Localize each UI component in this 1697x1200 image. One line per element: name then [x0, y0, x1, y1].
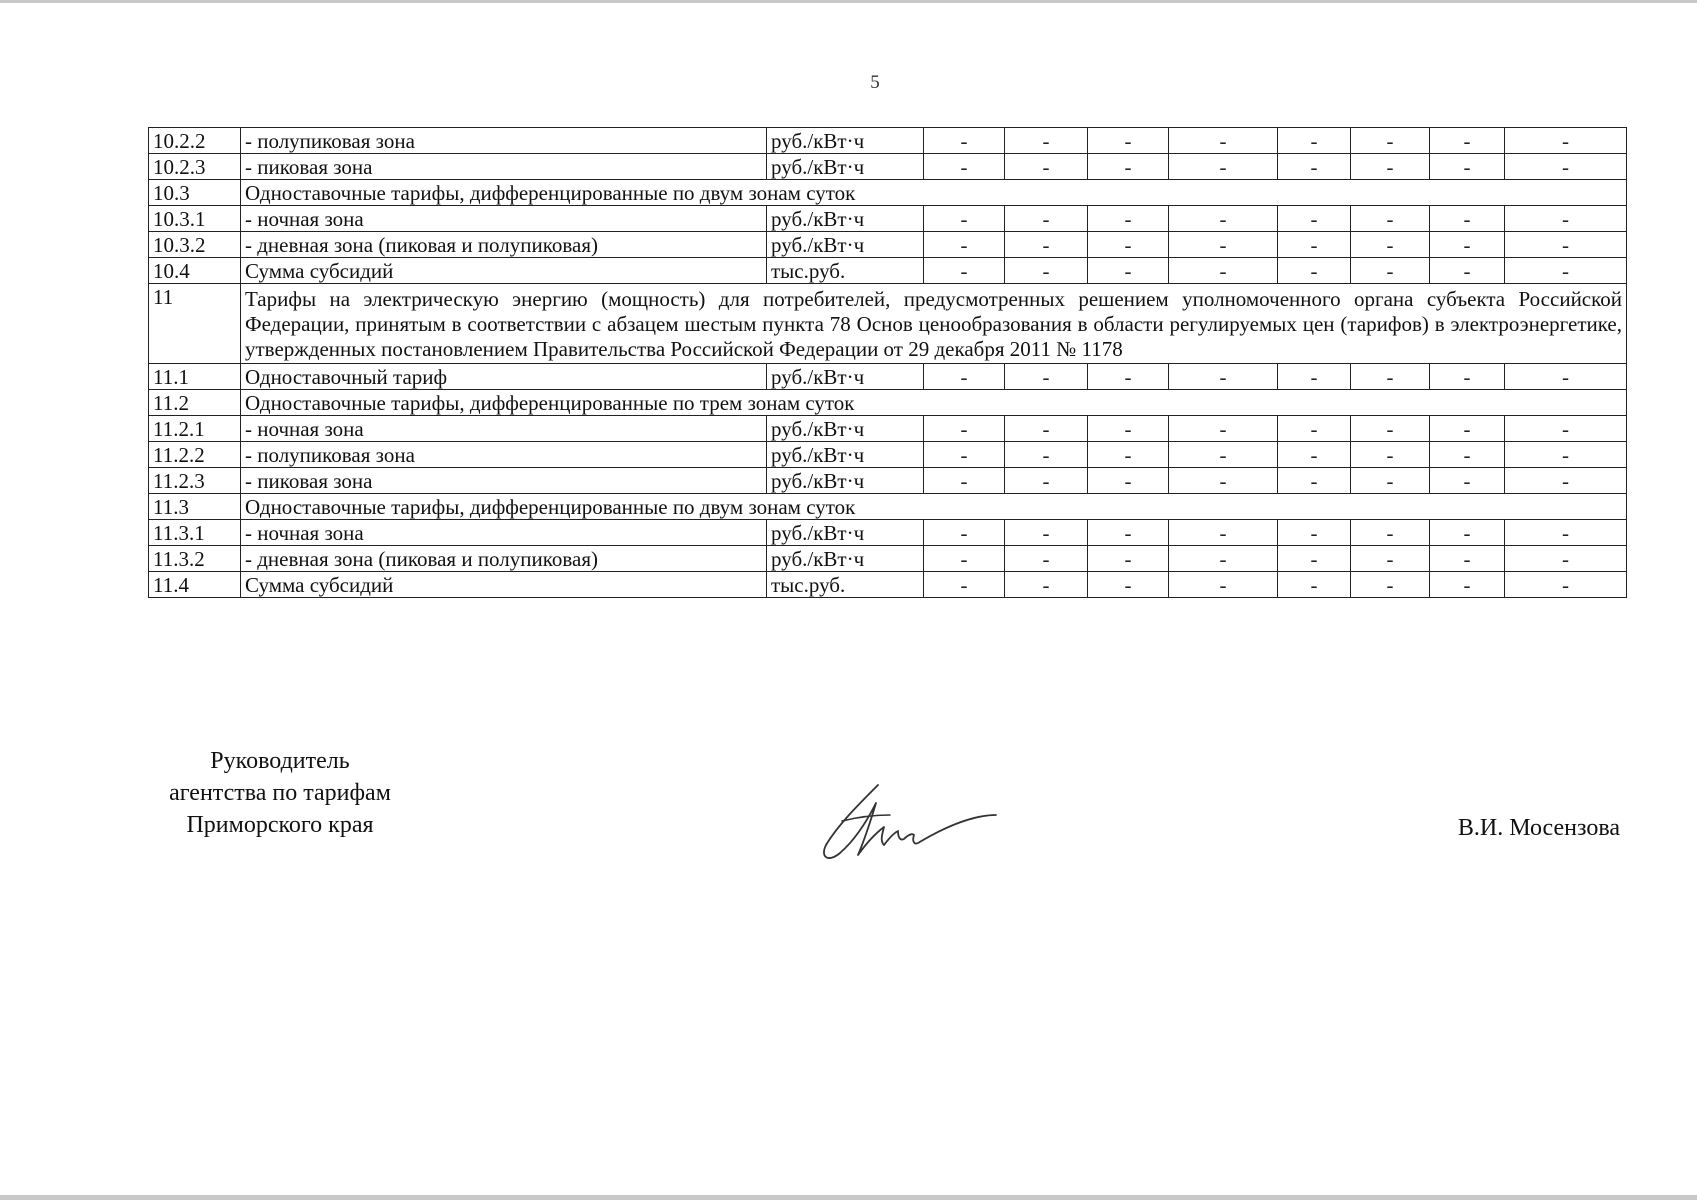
value-cell: -: [1430, 364, 1505, 390]
value-cell: -: [1088, 442, 1169, 468]
row-unit: руб./кВт·ч: [767, 468, 924, 494]
value-cell: -: [1088, 546, 1169, 572]
value-cell: -: [1351, 206, 1430, 232]
tariff-table: [148, 127, 1627, 598]
value-cell: -: [1088, 520, 1169, 546]
value-cell: -: [1278, 416, 1351, 442]
value-cell: -: [1278, 572, 1351, 598]
value-cell: -: [1005, 468, 1088, 494]
value-cell: -: [924, 546, 1005, 572]
value-cell: -: [1278, 468, 1351, 494]
value-cell: -: [924, 572, 1005, 598]
value-cell: -: [1005, 232, 1088, 258]
table-row: [149, 232, 1627, 258]
table-row: [149, 442, 1627, 468]
value-cell: -: [1169, 258, 1278, 284]
value-cell: -: [1169, 442, 1278, 468]
row-name: Сумма субсидий: [241, 258, 767, 284]
table-row: [149, 154, 1627, 180]
table-row: [149, 494, 1627, 520]
value-cell: -: [1088, 258, 1169, 284]
value-cell: -: [1430, 546, 1505, 572]
row-unit: руб./кВт·ч: [767, 206, 924, 232]
value-cell: -: [1005, 546, 1088, 572]
value-cell: -: [1430, 258, 1505, 284]
value-cell: -: [1430, 232, 1505, 258]
value-cell: -: [924, 468, 1005, 494]
value-cell: -: [1169, 520, 1278, 546]
value-cell: -: [1505, 232, 1627, 258]
value-cell: -: [1351, 128, 1430, 154]
value-cell: -: [1351, 232, 1430, 258]
value-cell: -: [1169, 364, 1278, 390]
value-cell: -: [1505, 154, 1627, 180]
value-cell: -: [1430, 206, 1505, 232]
value-cell: -: [1169, 206, 1278, 232]
page-number: 5: [870, 72, 880, 93]
value-cell: -: [1088, 416, 1169, 442]
table-row: [149, 520, 1627, 546]
value-cell: -: [1278, 546, 1351, 572]
value-cell: -: [1088, 468, 1169, 494]
value-cell: -: [924, 206, 1005, 232]
row-code: 11.3.2: [149, 546, 241, 572]
row-code: 11.2: [149, 390, 241, 416]
table-row: [149, 180, 1627, 206]
value-cell: -: [924, 364, 1005, 390]
value-cell: -: [1505, 206, 1627, 232]
row-name: - дневная зона (пиковая и полупиковая): [241, 546, 767, 572]
row-code: 10.2.2: [149, 128, 241, 154]
section-title: Тарифы на электрическую энергию (мощность) для потребителей, предусмотренных решением уполномоченного органа субъекта Российской Федерации, принятым в соответствии с абзацем шестым пункта 78 Основ ценообразования в области регулируемых цен (тарифов) в электроэнергетике, утвержденных постановлением Правительства Российской Федерации от 29 декабря 2011 № 1178: [241, 284, 1627, 364]
value-cell: -: [1088, 154, 1169, 180]
value-cell: -: [1351, 416, 1430, 442]
row-unit: руб./кВт·ч: [767, 520, 924, 546]
row-unit: тыс.руб.: [767, 258, 924, 284]
row-unit: тыс.руб.: [767, 572, 924, 598]
value-cell: -: [1278, 442, 1351, 468]
value-cell: -: [1278, 232, 1351, 258]
signatory-position: [135, 745, 425, 841]
row-code: 10.4: [149, 258, 241, 284]
value-cell: -: [1351, 258, 1430, 284]
value-cell: -: [1351, 468, 1430, 494]
value-cell: -: [1005, 572, 1088, 598]
row-unit: руб./кВт·ч: [767, 442, 924, 468]
value-cell: -: [1005, 154, 1088, 180]
row-unit: руб./кВт·ч: [767, 128, 924, 154]
value-cell: -: [1505, 258, 1627, 284]
table-row: [149, 364, 1627, 390]
value-cell: -: [1169, 546, 1278, 572]
row-code: 11.2.2: [149, 442, 241, 468]
value-cell: -: [1005, 416, 1088, 442]
row-name: - пиковая зона: [241, 154, 767, 180]
section-title: Одноставочные тарифы, дифференцированные по трем зонам суток: [241, 390, 1627, 416]
value-cell: -: [1088, 206, 1169, 232]
value-cell: -: [1005, 128, 1088, 154]
table-row: [149, 572, 1627, 598]
row-name: - полупиковая зона: [241, 128, 767, 154]
row-unit: руб./кВт·ч: [767, 232, 924, 258]
signatory-position-line: агентства по тарифам: [169, 780, 391, 806]
row-name: - дневная зона (пиковая и полупиковая): [241, 232, 767, 258]
row-name: - ночная зона: [241, 520, 767, 546]
page-top-edge: [0, 0, 1697, 3]
value-cell: -: [1088, 128, 1169, 154]
table-row: [149, 468, 1627, 494]
value-cell: -: [924, 520, 1005, 546]
row-name: - пиковая зона: [241, 468, 767, 494]
row-name: - ночная зона: [241, 206, 767, 232]
row-name: - полупиковая зона: [241, 442, 767, 468]
value-cell: -: [924, 232, 1005, 258]
value-cell: -: [1169, 572, 1278, 598]
value-cell: -: [1430, 416, 1505, 442]
row-code: 10.2.3: [149, 154, 241, 180]
row-code: 11.2.1: [149, 416, 241, 442]
value-cell: -: [1169, 468, 1278, 494]
value-cell: -: [1169, 232, 1278, 258]
handwritten-signature: [818, 775, 998, 870]
value-cell: -: [1278, 154, 1351, 180]
row-unit: руб./кВт·ч: [767, 546, 924, 572]
value-cell: -: [1430, 572, 1505, 598]
value-cell: -: [1351, 546, 1430, 572]
value-cell: -: [1278, 520, 1351, 546]
value-cell: -: [1505, 520, 1627, 546]
table-row: [149, 128, 1627, 154]
row-code: 10.3: [149, 180, 241, 206]
signatory-position-line: Руководитель: [210, 748, 350, 774]
value-cell: -: [1351, 364, 1430, 390]
row-name: - ночная зона: [241, 416, 767, 442]
value-cell: -: [1169, 154, 1278, 180]
value-cell: -: [1088, 232, 1169, 258]
value-cell: -: [1505, 442, 1627, 468]
value-cell: -: [1278, 206, 1351, 232]
page-bottom-edge: [0, 1195, 1697, 1200]
tariff-table-body: [149, 128, 1627, 598]
value-cell: -: [1005, 520, 1088, 546]
table-row: [149, 390, 1627, 416]
row-code: 11.1: [149, 364, 241, 390]
value-cell: -: [1505, 364, 1627, 390]
value-cell: -: [1005, 206, 1088, 232]
value-cell: -: [1005, 258, 1088, 284]
value-cell: -: [1351, 572, 1430, 598]
value-cell: -: [1278, 364, 1351, 390]
value-cell: -: [1278, 258, 1351, 284]
value-cell: -: [1505, 416, 1627, 442]
row-unit: руб./кВт·ч: [767, 154, 924, 180]
value-cell: -: [1505, 128, 1627, 154]
row-name: Одноставочный тариф: [241, 364, 767, 390]
row-name: Сумма субсидий: [241, 572, 767, 598]
value-cell: -: [924, 442, 1005, 468]
value-cell: -: [1351, 442, 1430, 468]
table-row: [149, 416, 1627, 442]
value-cell: -: [1430, 468, 1505, 494]
value-cell: -: [1430, 128, 1505, 154]
value-cell: -: [1505, 468, 1627, 494]
row-unit: руб./кВт·ч: [767, 416, 924, 442]
value-cell: -: [1505, 572, 1627, 598]
signer-name: В.И. Мосензова: [1457, 815, 1620, 841]
row-code: 11.2.3: [149, 468, 241, 494]
value-cell: -: [1169, 416, 1278, 442]
row-unit: руб./кВт·ч: [767, 364, 924, 390]
table-row: [149, 206, 1627, 232]
value-cell: -: [1505, 546, 1627, 572]
row-code: 11.3: [149, 494, 241, 520]
value-cell: -: [1351, 520, 1430, 546]
value-cell: -: [1278, 128, 1351, 154]
value-cell: -: [1088, 572, 1169, 598]
row-code: 10.3.1: [149, 206, 241, 232]
table-row: [149, 284, 1627, 364]
value-cell: -: [1005, 364, 1088, 390]
section-title: Одноставочные тарифы, дифференцированные по двум зонам суток: [241, 180, 1627, 206]
value-cell: -: [924, 154, 1005, 180]
value-cell: -: [1430, 154, 1505, 180]
value-cell: -: [924, 128, 1005, 154]
value-cell: -: [1351, 154, 1430, 180]
value-cell: -: [924, 416, 1005, 442]
row-code: 11.4: [149, 572, 241, 598]
value-cell: -: [1088, 364, 1169, 390]
table-row: [149, 546, 1627, 572]
value-cell: -: [1430, 520, 1505, 546]
value-cell: -: [1005, 442, 1088, 468]
row-code: 11.3.1: [149, 520, 241, 546]
value-cell: -: [1169, 128, 1278, 154]
section-title: Одноставочные тарифы, дифференцированные по двум зонам суток: [241, 494, 1627, 520]
value-cell: -: [924, 258, 1005, 284]
table-row: [149, 258, 1627, 284]
row-code: 10.3.2: [149, 232, 241, 258]
value-cell: -: [1430, 442, 1505, 468]
row-code: 11: [149, 284, 241, 364]
signatory-position-line: Приморского края: [186, 812, 374, 838]
